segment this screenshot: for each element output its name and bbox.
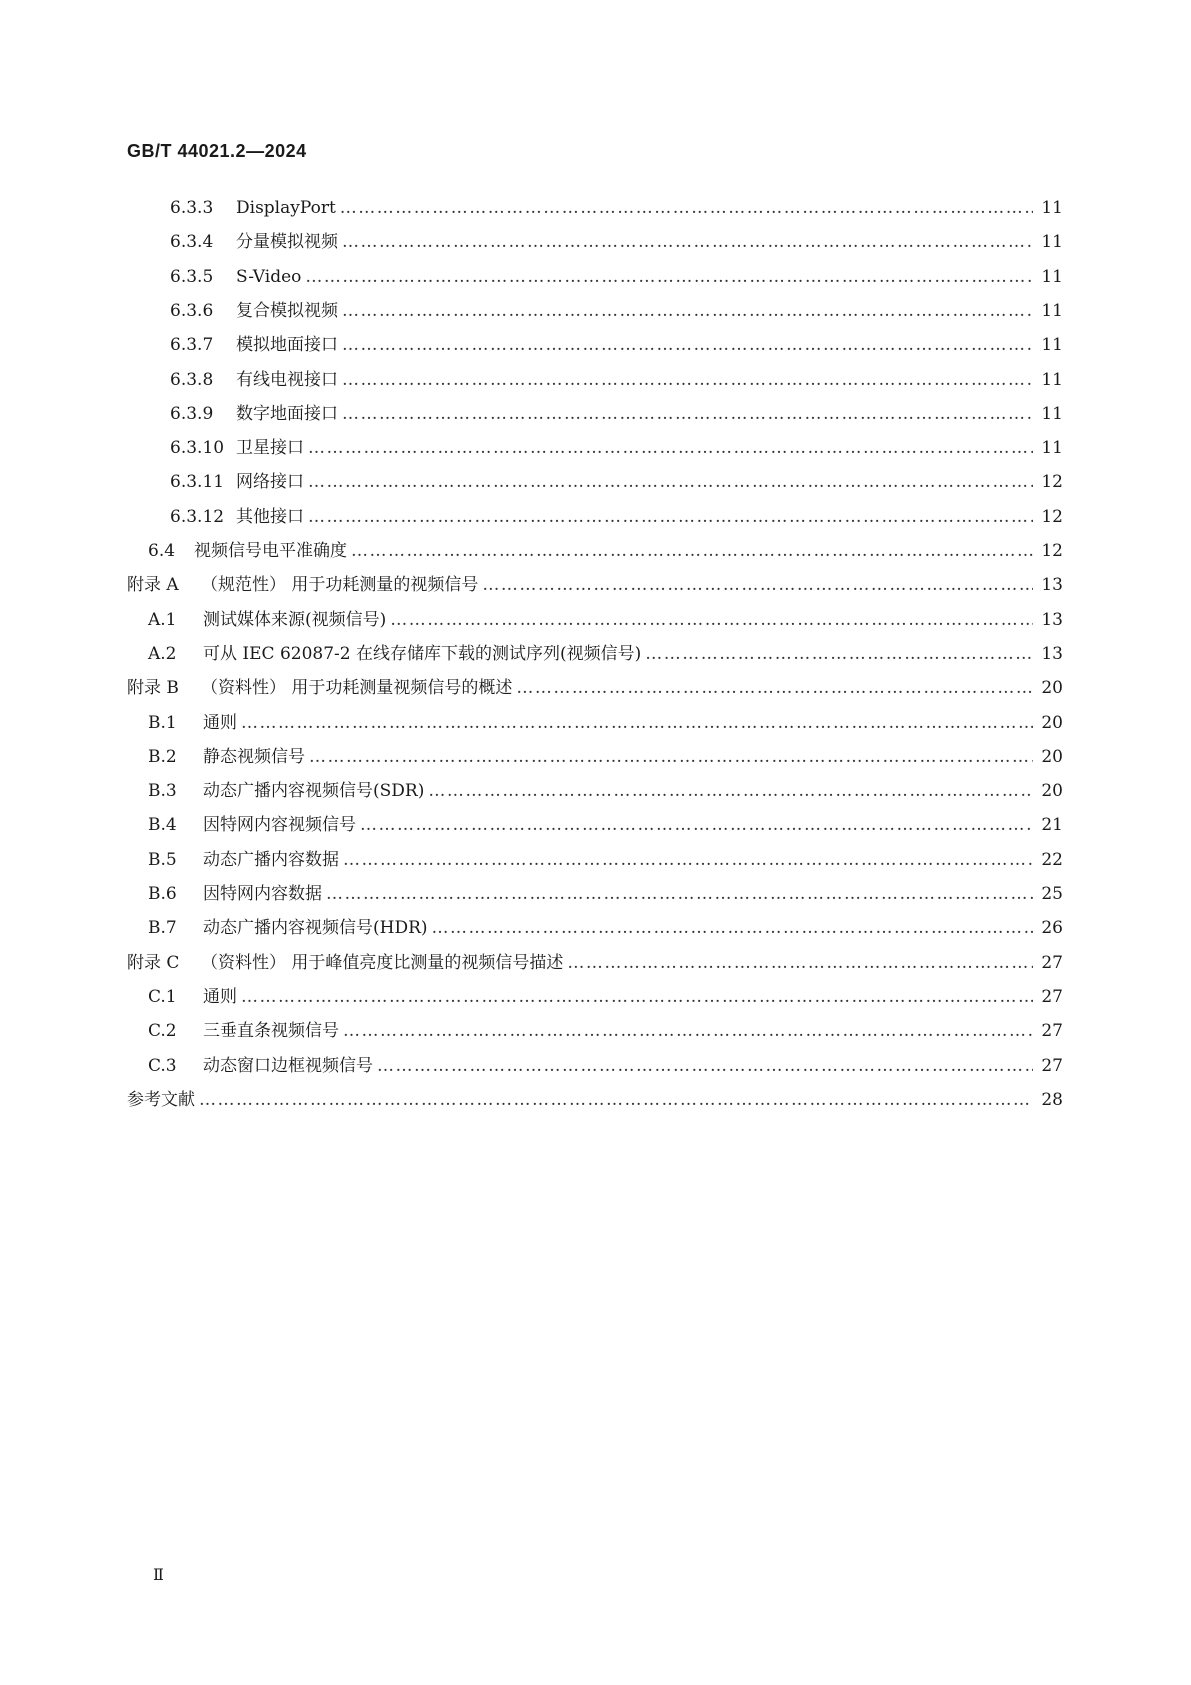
- toc-entry-number: 附录 A: [127, 575, 179, 596]
- toc-entry[interactable]: [127, 676, 1063, 700]
- toc-entry[interactable]: [148, 985, 1063, 1009]
- toc-entry[interactable]: [148, 813, 1063, 837]
- toc-entry-title: 其他接口: [236, 506, 304, 527]
- toc-entry-page: 20: [1041, 781, 1063, 802]
- toc-entry[interactable]: [170, 436, 1063, 460]
- toc-entry-number: B.6: [148, 884, 177, 904]
- toc-entry-number: 6.3.10: [170, 438, 225, 459]
- dot-leader: [308, 470, 1033, 494]
- toc-entry[interactable]: [148, 1054, 1063, 1078]
- dot-leader: [343, 1019, 1033, 1043]
- toc-entry-number: B.7: [148, 918, 177, 939]
- toc-entry-page: 13: [1041, 575, 1063, 596]
- toc-entry-page: 27: [1041, 952, 1063, 973]
- toc-entry-number: B.4: [148, 815, 177, 836]
- toc-entry-page: 11: [1041, 438, 1063, 459]
- toc-entry[interactable]: [170, 470, 1063, 494]
- toc-entry[interactable]: [148, 779, 1063, 803]
- toc-entry[interactable]: [170, 299, 1063, 323]
- toc-entry-number: 6.3.11: [170, 472, 225, 493]
- dot-leader: [342, 402, 1033, 426]
- toc-entry-number: 6.3.6: [170, 300, 214, 321]
- toc-entry[interactable]: [170, 333, 1063, 357]
- toc-entry-number: B.2: [148, 746, 177, 767]
- toc-entry-number: B.3: [148, 781, 177, 802]
- toc-entry-number: 6.4: [148, 541, 176, 561]
- toc-entry-number: B.5: [148, 849, 177, 870]
- toc-entry[interactable]: [170, 368, 1063, 392]
- toc-entry-page: 27: [1041, 986, 1063, 1007]
- toc-entry-page: 13: [1041, 643, 1063, 664]
- dot-leader: [342, 333, 1033, 357]
- toc-entry-page: 21: [1041, 815, 1063, 836]
- toc-entry-title: 参考文献: [127, 1089, 195, 1110]
- toc-entry-number: C.2: [148, 1021, 177, 1042]
- toc-entry-page: 11: [1041, 300, 1063, 321]
- toc-entry[interactable]: [170, 265, 1063, 289]
- dot-leader: [241, 711, 1033, 735]
- dot-leader: [482, 573, 1033, 597]
- dot-leader: [342, 299, 1033, 323]
- toc-entry[interactable]: [127, 951, 1063, 975]
- toc-entry-title: S-Video: [236, 266, 302, 287]
- toc-entry[interactable]: [148, 608, 1063, 632]
- dot-leader: [432, 916, 1033, 940]
- toc-entry-number: 6.3.5: [170, 266, 214, 287]
- toc-entry[interactable]: [148, 539, 1063, 563]
- dot-leader: [377, 1054, 1033, 1078]
- dot-leader: [390, 608, 1033, 632]
- toc-entry-page: 11: [1041, 198, 1063, 218]
- toc-entry[interactable]: [170, 505, 1063, 529]
- dot-leader: [645, 642, 1033, 666]
- toc-entry[interactable]: [170, 196, 1063, 220]
- toc-entry-title: （资料性） 用于功耗测量视频信号的概述: [201, 678, 513, 699]
- dot-leader: [309, 745, 1033, 769]
- toc-entry-title: 数字地面接口: [236, 403, 338, 424]
- toc-entry-number: C.1: [148, 986, 177, 1007]
- dot-leader: [340, 196, 1033, 220]
- toc-entry-number: B.1: [148, 712, 177, 733]
- toc-entry-page: 11: [1041, 266, 1063, 287]
- toc-entry-title: （规范性） 用于功耗测量的视频信号: [201, 575, 479, 596]
- toc-entry-title: 动态广播内容视频信号(SDR): [203, 781, 425, 802]
- toc-entry[interactable]: [148, 642, 1063, 666]
- toc-entry-title: 通则: [203, 986, 237, 1007]
- toc-entry-title: 通则: [203, 712, 237, 733]
- dot-leader: [326, 882, 1033, 906]
- toc-entry-number: 6.3.12: [170, 506, 225, 527]
- toc-entry-page: 11: [1041, 335, 1063, 356]
- toc-entry-page: 26: [1041, 918, 1063, 939]
- page-number: Ⅱ: [153, 1565, 164, 1584]
- toc-entry-title: 动态广播内容数据: [203, 849, 339, 870]
- toc-entry-title: 有线电视接口: [236, 369, 338, 390]
- dot-leader: [241, 985, 1033, 1009]
- toc-entry-title: 三垂直条视频信号: [203, 1021, 339, 1042]
- toc-entry-page: 11: [1041, 369, 1063, 390]
- dot-leader: [360, 813, 1033, 837]
- toc-entry-title: 网络接口: [236, 472, 304, 493]
- toc-entry-page: 11: [1041, 403, 1063, 424]
- toc-entry-title: （资料性） 用于峰值亮度比测量的视频信号描述: [201, 952, 564, 973]
- toc-entry-title: 模拟地面接口: [236, 335, 338, 356]
- toc-entry-page: 12: [1041, 472, 1063, 493]
- toc-entry[interactable]: [148, 711, 1063, 735]
- toc-entry-number: 6.3.8: [170, 369, 214, 390]
- toc-entry-page: 12: [1041, 506, 1063, 527]
- toc-entry-title: 因特网内容数据: [203, 884, 322, 904]
- dot-leader: [308, 505, 1033, 529]
- toc-entry-title: 动态广播内容视频信号(HDR): [203, 918, 428, 939]
- toc-entry-title: 测试媒体来源(视频信号): [203, 609, 387, 630]
- dot-leader: [199, 1088, 1033, 1112]
- toc-entry-page: 20: [1041, 712, 1063, 733]
- toc-entry-number: 6.3.7: [170, 335, 214, 356]
- toc-entry[interactable]: [148, 1019, 1063, 1043]
- toc-entry-title: 复合模拟视频: [236, 300, 338, 321]
- toc-entry-number: 附录 B: [127, 678, 179, 699]
- dot-leader: [428, 779, 1033, 803]
- toc-entry-title: 卫星接口: [236, 438, 304, 459]
- toc-entry-page: 20: [1041, 678, 1063, 699]
- toc-entry[interactable]: [148, 848, 1063, 872]
- toc-entry-page: 20: [1041, 746, 1063, 767]
- dot-leader: [308, 436, 1033, 460]
- toc-entry-page: 28: [1041, 1089, 1063, 1110]
- toc-entry-page: 27: [1041, 1021, 1063, 1042]
- dot-leader: [343, 848, 1033, 872]
- toc-entry-title: 分量模拟视频: [236, 232, 338, 253]
- toc-entry-page: 11: [1041, 232, 1063, 253]
- toc-entry-page: 27: [1041, 1055, 1063, 1076]
- toc-entry-page: 22: [1041, 849, 1063, 870]
- toc-entry[interactable]: [127, 1088, 1063, 1112]
- toc-entry-title: 静态视频信号: [203, 746, 305, 767]
- toc-entry-page: 12: [1041, 541, 1063, 561]
- dot-leader: [516, 676, 1033, 700]
- toc-entry[interactable]: [170, 230, 1063, 254]
- document-code: GB/T 44021.2—2024: [127, 141, 307, 161]
- toc-entry-page: 25: [1041, 884, 1063, 904]
- toc-entry[interactable]: [148, 745, 1063, 769]
- dot-leader: [351, 539, 1033, 563]
- toc-entry-number: 附录 C: [127, 952, 180, 973]
- dot-leader: [342, 230, 1033, 254]
- toc-entry-title: 因特网内容视频信号: [203, 815, 356, 836]
- toc-entry[interactable]: [170, 402, 1063, 426]
- toc-entry-number: 6.3.4: [170, 232, 214, 253]
- toc-entry-number: A.1: [148, 609, 177, 630]
- toc-entry-number: 6.3.3: [170, 198, 214, 218]
- toc-entry-number: C.3: [148, 1055, 177, 1076]
- toc-entry-page: 13: [1041, 609, 1063, 630]
- toc-entry[interactable]: [148, 916, 1063, 940]
- toc-entry-title: 视频信号电平准确度: [194, 541, 347, 561]
- toc-entry-title: 动态窗口边框视频信号: [203, 1055, 373, 1076]
- dot-leader: [305, 265, 1033, 289]
- toc-entry-title: DisplayPort: [236, 198, 336, 218]
- toc-entry[interactable]: [127, 573, 1063, 597]
- toc-entry-number: 6.3.9: [170, 403, 214, 424]
- toc-entry[interactable]: [148, 882, 1063, 906]
- dot-leader: [567, 951, 1033, 975]
- toc-entry-title: 可从 IEC 62087-2 在线存储库下载的测试序列(视频信号): [203, 643, 642, 664]
- toc-entry-number: A.2: [148, 643, 177, 664]
- dot-leader: [342, 368, 1033, 392]
